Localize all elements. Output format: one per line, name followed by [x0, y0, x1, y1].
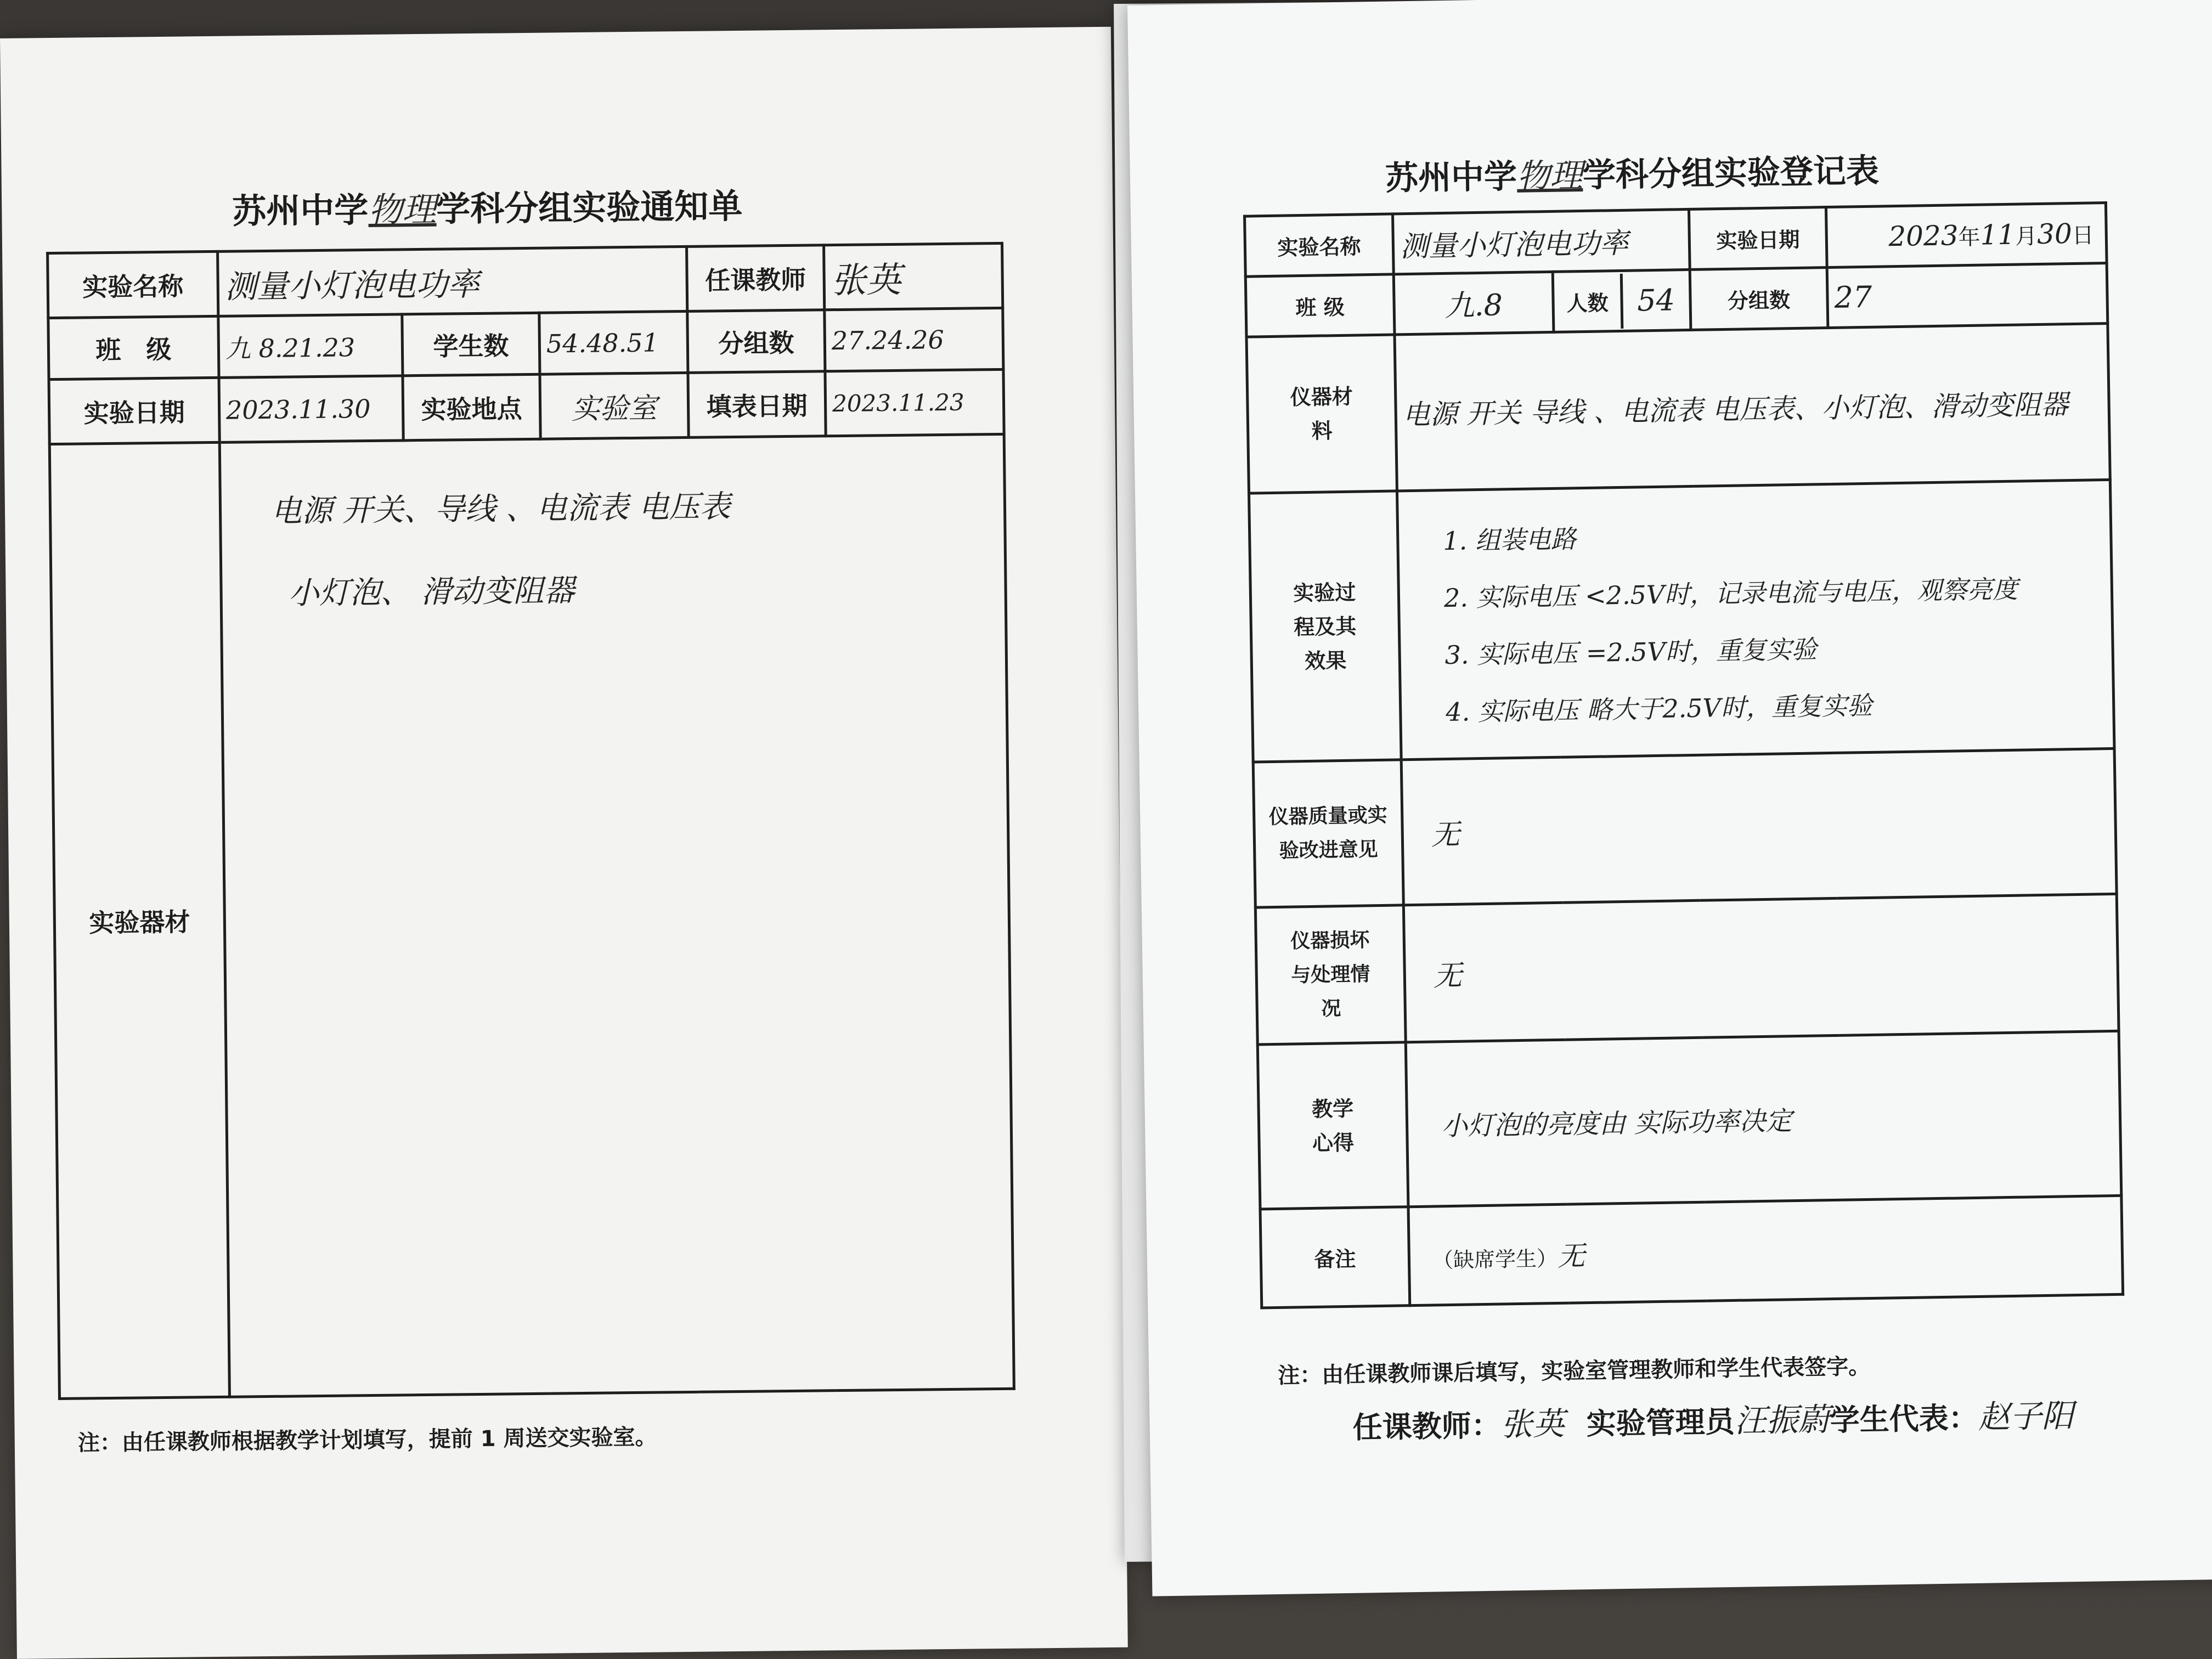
reg-label-materials: 仪器材料 [1246, 335, 1397, 493]
reg-process-cell [1397, 479, 2114, 759]
reg-value-reflection: 小灯泡的亮度由 实际功率决定 [1406, 1031, 2121, 1206]
value-fill-date: 2023.11.23 [825, 369, 1004, 436]
reg-value-damage: 无 [1403, 894, 2119, 1042]
reg-process-1: 1. 组装电路 [1442, 523, 1577, 556]
label-fill-date: 填表日期 [688, 371, 826, 438]
sig-student: 赵子阳 [1978, 1397, 2074, 1436]
notice-title-prefix: 苏州中学 [232, 189, 369, 232]
reg-label-date: 实验日期 [1689, 207, 1827, 270]
reg-date-unit-year: 年 [1958, 224, 1980, 250]
notice-footnote: 注：由任课教师根据教学计划填写，提前 1 周送交实验室。 [77, 1424, 657, 1456]
register-title-suffix: 学科分组实验登记表 [1582, 151, 1880, 195]
reg-process-3: 3. 实际电压 =2.5V时，重复实验 [1444, 634, 1818, 670]
notice-form-table [46, 242, 1015, 1400]
label-students: 学生数 [402, 313, 540, 376]
reg-value-count: 54 [1620, 272, 1690, 328]
reg-label-remarks: 备注 [1260, 1207, 1410, 1308]
reg-label-count: 人数 [1566, 291, 1609, 316]
value-date: 2023.11.30 [219, 376, 403, 443]
equipment-cell [219, 434, 1014, 1397]
notice-title-subject: 物理 [368, 189, 437, 230]
value-class: 九 8.21.23 [218, 314, 403, 378]
reg-value-class: 九.8 [1393, 272, 1554, 335]
reg-label-class: 班 级 [1245, 274, 1395, 337]
value-equipment-line2: 小灯泡、 滑动变阻器 [288, 573, 575, 612]
sig-admin: 汪振蔚 [1734, 1401, 1831, 1440]
value-students: 54.48.51 [539, 311, 688, 374]
reg-remarks-cell [1408, 1195, 2123, 1305]
notice-form-title [232, 179, 743, 233]
reg-label-process: 实验过程及其效果 [1249, 491, 1401, 762]
reg-label-reflection: 教学心得 [1257, 1042, 1408, 1209]
value-teacher: 张英 [824, 243, 1003, 309]
reg-value-experiment-name: 测量小灯泡电功率 [1393, 209, 1690, 274]
value-groups: 27.24.26 [825, 308, 1003, 371]
label-experiment-name: 实验名称 [48, 251, 218, 318]
notice-form-sheet [0, 27, 1128, 1659]
label-date: 实验日期 [49, 377, 219, 444]
reg-value-quality: 无 [1401, 748, 2117, 905]
register-title-prefix: 苏州中学 [1385, 157, 1517, 198]
register-form-table [1243, 201, 2124, 1309]
reg-value-materials: 电源 开关 导线 、电流表 电压表、小灯泡、滑动变阻器 [1395, 324, 2110, 491]
register-title-subject: 物理 [1516, 156, 1583, 196]
sig-teacher-label: 任课教师： [1352, 1408, 1502, 1445]
reg-count-cell [1553, 269, 1691, 332]
reg-process-2: 2. 实际电压 <2.5V时，记录电流与电压，观察亮度 [1443, 574, 2018, 613]
reg-date-day: 30 [2036, 217, 2073, 250]
register-form-title [1385, 145, 1879, 200]
register-footnote: 注：由任课教师课后填写，实验室管理教师和学生代表签字。 [1277, 1354, 1871, 1389]
label-groups: 分组数 [687, 310, 825, 373]
reg-date-year: 2023 [1888, 219, 1959, 252]
label-class: 班 级 [48, 316, 219, 379]
reg-remarks-prefix: （缺席学生） [1432, 1246, 1558, 1273]
value-location: 实验室 [540, 373, 689, 439]
reg-label-experiment-name: 实验名称 [1245, 214, 1394, 276]
value-equipment-line1: 电源 开关、导线 、电流表 电压表 [270, 489, 731, 529]
notice-title-suffix: 学科分组实验通知单 [436, 185, 743, 229]
register-signatures [1352, 1390, 2074, 1447]
label-location: 实验地点 [403, 374, 540, 441]
reg-value-remarks: 无 [1557, 1239, 1585, 1272]
value-experiment-name: 测量小灯泡电功率 [218, 246, 687, 316]
sig-teacher: 张英 [1500, 1404, 1565, 1443]
sig-admin-label: 实验管理员 [1586, 1404, 1735, 1442]
register-form-sheet [1127, 0, 2212, 1596]
reg-process-4: 4. 实际电压 略大于2.5V时，重复实验 [1445, 690, 1873, 727]
reg-date-month: 11 [1980, 218, 2016, 251]
reg-value-groups: 27 [1827, 263, 2108, 328]
sig-student-label: 学生代表： [1830, 1400, 1979, 1438]
reg-label-groups: 分组数 [1690, 268, 1828, 330]
reg-date-unit-day: 日 [2072, 222, 2095, 249]
reg-label-quality: 仪器质量或实验改进意见 [1253, 760, 1403, 907]
label-teacher: 任课教师 [687, 245, 825, 312]
reg-date-unit-month: 月 [2015, 223, 2038, 250]
reg-label-damage: 仪器损坏与处理情况 [1255, 905, 1406, 1045]
reg-value-date [1826, 203, 2107, 268]
label-equipment: 实验器材 [49, 442, 229, 1398]
